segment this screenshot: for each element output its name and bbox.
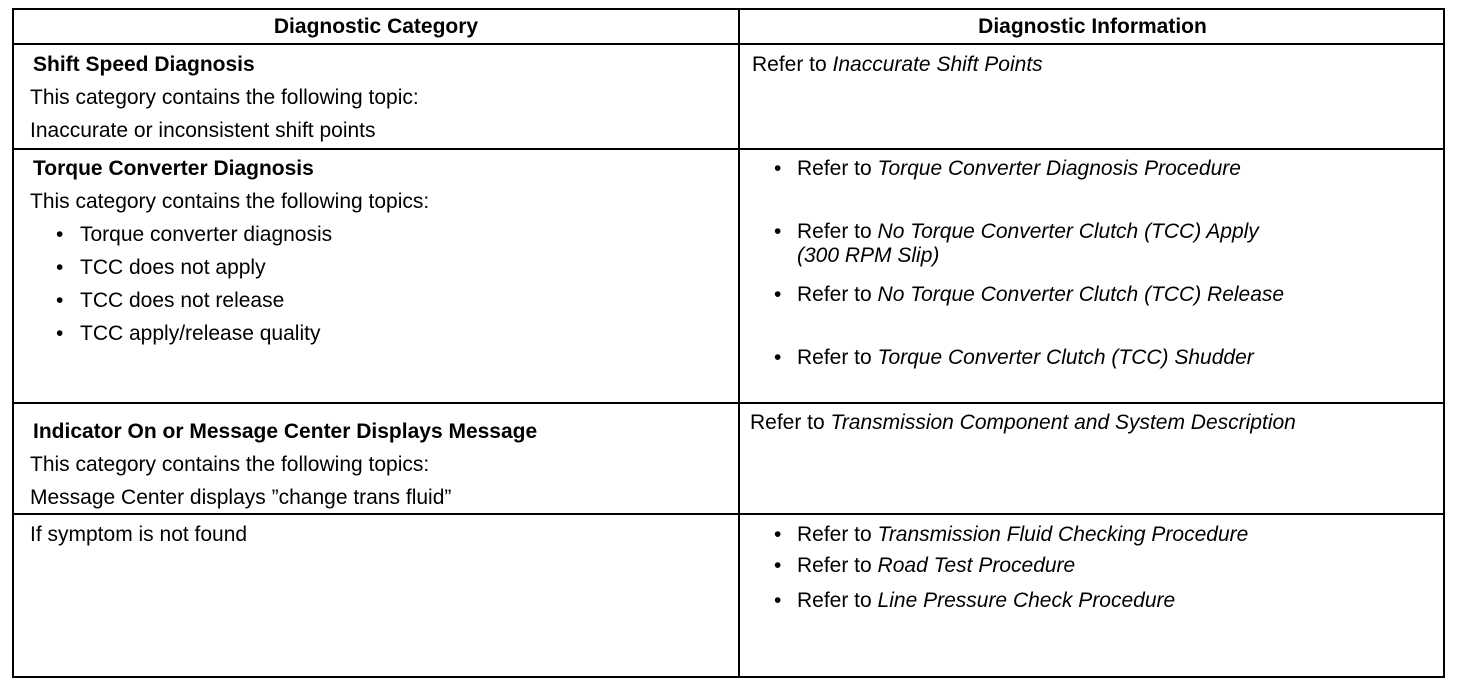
row-title: Shift Speed Diagnosis: [33, 53, 255, 76]
refer-prefix: Refer to: [797, 346, 878, 369]
row-divider: [14, 402, 1443, 404]
list-item: • TCC does not apply: [30, 251, 429, 284]
row-intro: This category contains the following topics:: [30, 453, 430, 476]
refer-prefix: Refer to: [797, 589, 878, 612]
refer-prefix: Refer to: [752, 53, 833, 76]
row-topic: Inaccurate or inconsistent shift points: [30, 119, 376, 142]
row-divider: [14, 148, 1443, 150]
topic-list: [30, 218, 429, 350]
refer-prefix: Refer to: [797, 283, 878, 306]
row-intro: This category contains the following topics:: [30, 190, 430, 213]
refer-prefix: Refer to: [797, 157, 878, 180]
reference-link: Torque Converter Diagnosis Procedure: [877, 157, 1241, 180]
list-item: [740, 518, 1440, 549]
reference-link-continued: (300 RPM Slip): [797, 244, 940, 267]
row-shift-speed-info: [752, 48, 1043, 81]
row-shift-speed-category: [30, 48, 419, 147]
list-item: [740, 341, 1440, 374]
row-intro: This category contains the following topic:: [30, 86, 419, 109]
list-item: [740, 215, 1440, 278]
reference-link: Road Test Procedure: [877, 554, 1076, 577]
row-not-found-category: [30, 518, 247, 551]
reference-link: Line Pressure Check Procedure: [877, 589, 1176, 612]
row-indicator-info: [750, 406, 1296, 439]
list-item: • TCC does not release: [30, 284, 429, 317]
row-torque-converter-category: [30, 152, 429, 350]
row-title: Torque Converter Diagnosis: [33, 157, 314, 180]
refer-prefix: Refer to: [797, 554, 878, 577]
row-topic: Message Center displays ”change trans fluid”: [30, 486, 452, 509]
row-indicator-category: [30, 415, 537, 514]
refer-prefix: Refer to: [797, 220, 878, 243]
list-item: [740, 152, 1440, 215]
refer-prefix: Refer to: [750, 411, 831, 434]
list-item: [740, 584, 1440, 617]
reference-link: No Torque Converter Clutch (TCC) Release: [877, 283, 1285, 306]
reference-link: Transmission Component and System Description: [830, 411, 1296, 434]
list-item: • TCC apply/release quality: [30, 317, 429, 350]
row-title: Indicator On or Message Center Displays Message: [33, 420, 538, 443]
list-item: • Torque converter diagnosis: [30, 218, 429, 251]
refer-prefix: Refer to: [797, 523, 878, 546]
row-not-found-info: [740, 518, 1440, 617]
reference-link: No Torque Converter Clutch (TCC) Apply: [877, 220, 1259, 243]
row-title: If symptom is not found: [30, 523, 248, 546]
row-torque-converter-info: [740, 152, 1440, 374]
list-item: [740, 549, 1440, 584]
header-diagnostic-category: Diagnostic Category: [273, 15, 479, 38]
list-item: [740, 278, 1440, 341]
reference-link: Torque Converter Clutch (TCC) Shudder: [877, 346, 1254, 369]
reference-link: Transmission Fluid Checking Procedure: [877, 523, 1249, 546]
diagnostic-table: [12, 8, 1445, 678]
header-diagnostic-information: Diagnostic Information: [978, 15, 1207, 38]
reference-link: Inaccurate Shift Points: [832, 53, 1043, 76]
